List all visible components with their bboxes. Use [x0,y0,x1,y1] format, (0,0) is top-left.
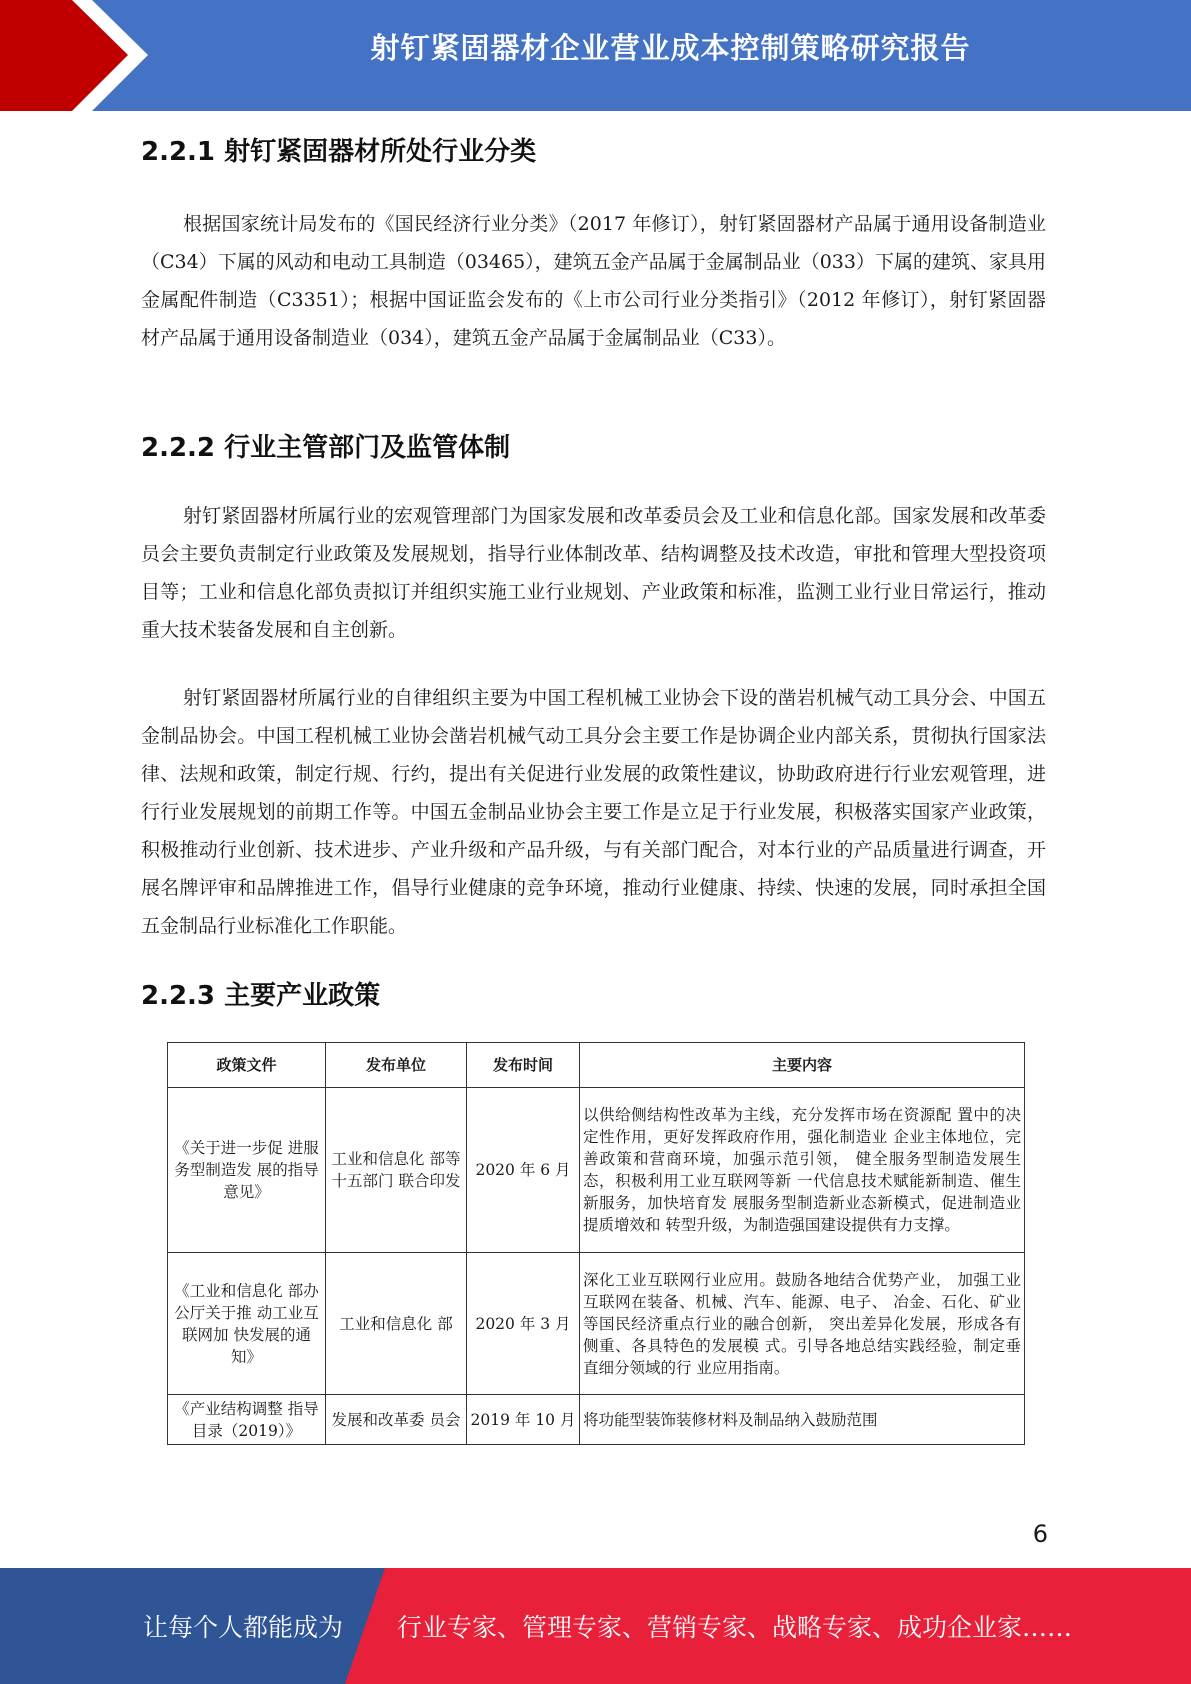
policy-date-cell: 2020 年 3 月 [467,1253,580,1395]
table-row [168,1395,1025,1445]
policy-issuer-cell: 工业和信息化 部 [326,1253,467,1395]
column-header-content: 主要内容 [580,1043,1025,1088]
footer-banner [0,1568,1191,1684]
policy-content-cell: 将功能型装饰装修材料及制品纳入鼓励范围 [580,1395,1025,1445]
column-header-issuer: 发布单位 [326,1043,467,1088]
section-heading-2-2-3: 2.2.3 主要产业政策 [141,981,381,1011]
policy-content-cell: 深化工业互联网行业应用。鼓励各地结合优势产业， 加强工业互联网在装备、机械、汽车、能源、电子、 冶金、石化、矿业等国民经济重点行业的融合创新， 突出差异化发展，形成各有侧重、各具特色的发展模 式。引导各地总结实践经验，制定垂直细分领域的行 业应用指南。 [580,1253,1025,1395]
table-header-row [168,1043,1025,1088]
policy-content-cell: 以供给侧结构性改革为主线，充分发挥市场在资源配 置中的决定性作用，更好发挥政府作用，强化制造业 企业主体地位，完善政策和营商环境，加强示范引领， 健全服务型制造发展生态，积极利用工业互联网等新 一代信息技术赋能新制造、催生新服务，加快培育发 展服务型制造新业态新模式，促进制造业提质增效和 转型升级，为制造强国建设提供有力支撑。 [580,1088,1025,1253]
section-2-2-2-paragraph-1: 射钉紧固器材所属行业的宏观管理部门为国家发展和改革委员会及工业和信息化部。国家发展和改革委员会主要负责制定行业政策及发展规划，指导行业体制改革、结构调整及技术改造，审批和管理大型投资项目等；工业和信息化部负责拟订并组织实施工业行业规划、产业政策和标准，监测工业行业日常运行，推动重大技术装备发展和自主创新。 [141,505,1046,641]
column-header-date: 发布时间 [467,1043,580,1088]
footer-slogan-right: 行业专家、管理专家、营销专家、战略专家、成功企业家…… [397,1613,1073,1642]
policy-date-cell: 2020 年 6 月 [467,1088,580,1253]
policy-doc-cell: 《产业结构调整 指导目录（2019）》 [168,1395,326,1445]
table-row [168,1088,1025,1253]
section-2-2-1-paragraph: 根据国家统计局发布的《国民经济行业分类》（2017 年修订），射钉紧固器材产品属于通用设备制造业（C34）下属的风动和电动工具制造（03465），建筑五金产品属于金属制品业（033）下属的建筑、家具用金属配件制造（C3351）；根据中国证监会发布的《上市公司行业分类指引》（2012 年修订），射钉紧固器材产品属于通用设备制造业（034），建筑五金产品属于金属制品业（C33）。 [141,213,1046,349]
section-heading-2-2-1: 2.2.1 射钉紧固器材所处行业分类 [141,137,537,167]
section-heading-2-2-2: 2.2.2 行业主管部门及监管体制 [141,433,511,463]
policy-issuer-cell: 工业和信息化 部等十五部门 联合印发 [326,1088,467,1253]
column-header-doc: 政策文件 [168,1043,326,1088]
header-arrow-decoration [0,0,170,111]
policy-table [167,1042,1025,1445]
table-row [168,1253,1025,1395]
policy-date-cell: 2019 年 10 月 [467,1395,580,1445]
header-banner [0,0,1191,111]
section-2-2-2-paragraph-2: 射钉紧固器材所属行业的自律组织主要为中国工程机械工业协会下设的凿岩机械气动工具分会、中国五金制品协会。中国工程机械工业协会凿岩机械气动工具分会主要工作是协调企业内部关系，贯彻执行国家法律、法规和政策，制定行规、行约，提出有关促进行业发展的政策性建议，协助政府进行行业宏观管理，进行行业发展规划的前期工作等。中国五金制品业协会主要工作是立足于行业发展，积极落实国家产业政策，积极推动行业创新、技术进步、产业升级和产品升级，与有关部门配合，对本行业的产品质量进行调查，开展名牌评审和品牌推进工作，倡导行业健康的竞争环境，推动行业健康、持续、快速的发展，同时承担全国五金制品行业标准化工作职能。 [141,687,1046,937]
report-title: 射钉紧固器材企业营业成本控制策略研究报告 [370,31,971,65]
policy-doc-cell: 《工业和信息化 部办公厅关于推 动工业互联网加 快发展的通知》 [168,1253,326,1395]
footer-slogan-left: 让每个人都能成为 [143,1613,344,1642]
policy-issuer-cell: 发展和改革委 员会 [326,1395,467,1445]
page-number: 6 [1032,1520,1048,1548]
policy-doc-cell: 《关于进一步促 进服务型制造发 展的指导意见》 [168,1088,326,1253]
